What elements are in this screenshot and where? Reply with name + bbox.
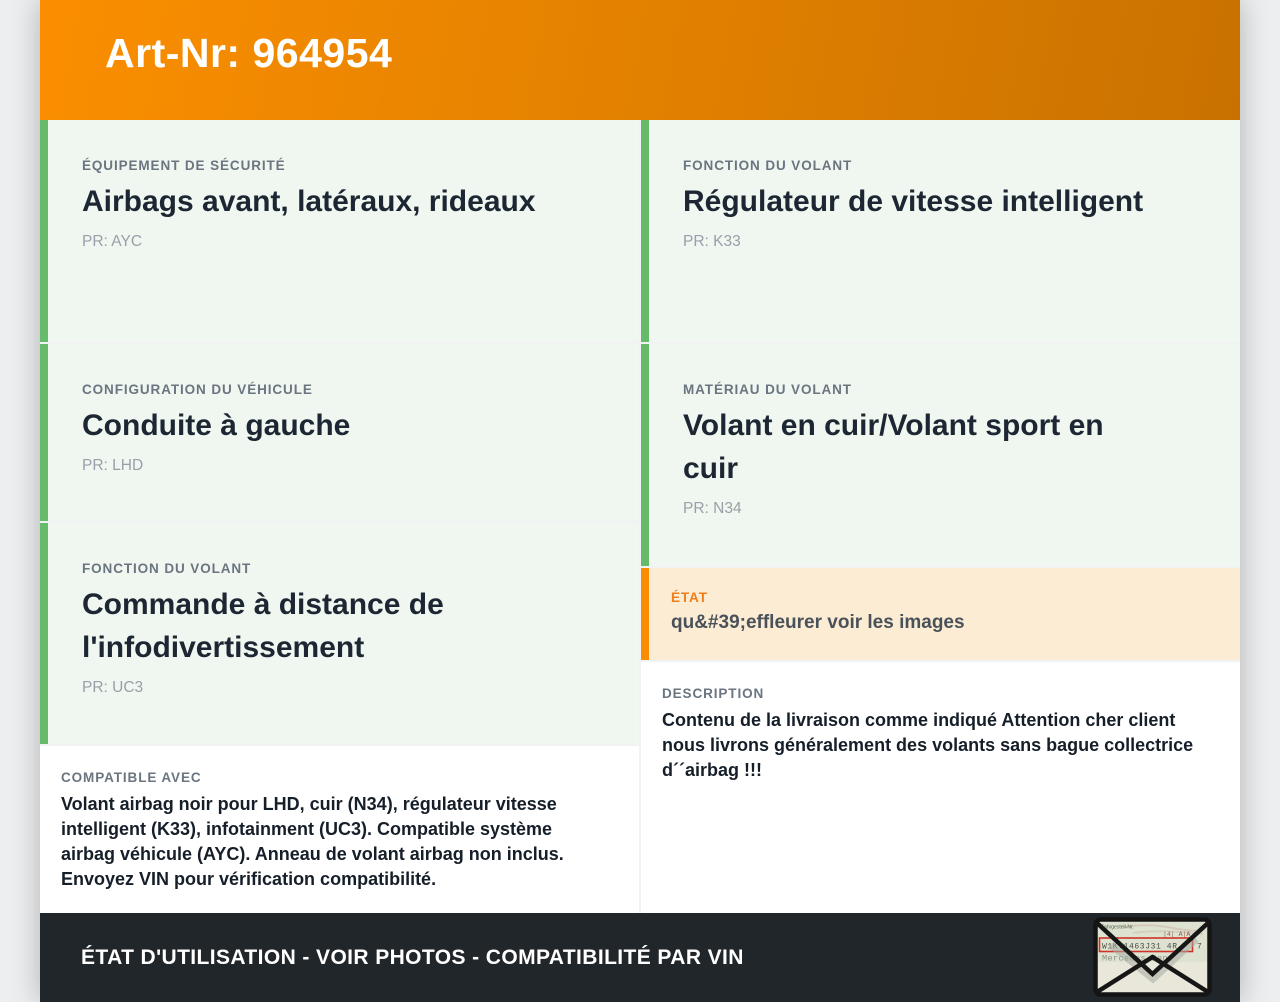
- spec-card-materiau-volant: [641, 344, 1240, 566]
- plate-fragment-text: |4| A|A: [1163, 931, 1191, 938]
- spec-card-fonction-volant-infodivertissement: [40, 523, 639, 744]
- footer-bar: [40, 913, 1240, 1002]
- pr-code: PR: UC3: [82, 679, 144, 696]
- spec-card-fonction-volant-regulateur: [641, 120, 1240, 342]
- spec-grid: [40, 120, 1240, 913]
- vin-plate-graphic: [1093, 917, 1212, 997]
- card-label: ÉQUIPEMENT DE SÉCURITÉ: [82, 158, 286, 173]
- vin-text: W1K71463J31 4R: [1102, 942, 1178, 952]
- right-column: [641, 120, 1240, 913]
- vin-plate-stamp-image: [1093, 917, 1212, 997]
- card-title: Régulateur de vitesse intelligent: [683, 185, 1144, 218]
- card-title: Airbags avant, latéraux, rideaux: [82, 185, 536, 218]
- compatible-avec-card: [40, 746, 639, 913]
- card-label: FONCTION DU VOLANT: [683, 158, 853, 173]
- spec-card-configuration-vehicule: [40, 344, 639, 521]
- etat-card: [641, 568, 1240, 660]
- fahrgestell-label: Fahrgestell-Nr.: [1101, 924, 1134, 931]
- pr-code: PR: AYC: [82, 233, 143, 250]
- article-number-title: Art-Nr: 964954: [105, 29, 393, 76]
- description-card: [641, 662, 1240, 913]
- card-label: FONCTION DU VOLANT: [82, 561, 252, 576]
- listing-page: [40, 0, 1240, 1002]
- pr-code: PR: N34: [683, 500, 742, 517]
- description-text: Contenu de la livraison comme indiqué Attention cher client nous livrons généralement des volants sans bague collectrice d´´airbag !!!: [662, 710, 1194, 780]
- card-label: COMPATIBLE AVEC: [61, 770, 202, 785]
- card-label: DESCRIPTION: [662, 686, 765, 701]
- card-label: ÉTAT: [671, 590, 708, 605]
- footer-usage-note: ÉTAT D'UTILISATION - VOIR PHOTOS - COMPATIBILITÉ PAR VIN: [81, 945, 744, 969]
- brand-text: Mercedes-Benz: [1102, 953, 1174, 964]
- card-title: Volant en cuir/Volant sport en cuir: [683, 409, 1104, 485]
- header-bar: [40, 0, 1240, 120]
- left-column: [40, 120, 639, 913]
- card-label: MATÉRIAU DU VOLANT: [683, 382, 852, 397]
- spec-card-equipement-securite: [40, 120, 639, 342]
- card-title: Commande à distance de l'infodivertissement: [82, 588, 444, 664]
- compatible-avec-text: Volant airbag noir pour LHD, cuir (N34), régulateur vitesse intelligent (K33), infotainment (UC3). Compatible système airbag véhicule (AYC). Anneau de volant airbag non inclus. Envoyez VIN pour vérification compatibilité.: [61, 794, 564, 889]
- vin-suffix-text: 7: [1197, 942, 1202, 952]
- etat-text: qu&#39;effleurer voir les images: [671, 612, 965, 633]
- card-label: CONFIGURATION DU VÉHICULE: [82, 382, 313, 397]
- card-title: Conduite à gauche: [82, 409, 351, 442]
- pr-code: PR: LHD: [82, 457, 144, 474]
- pr-code: PR: K33: [683, 233, 741, 250]
